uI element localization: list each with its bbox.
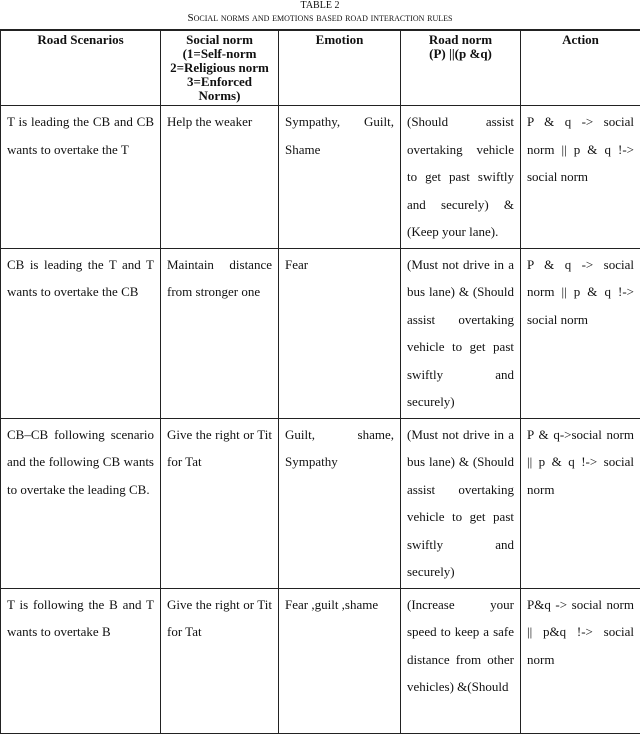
table-row [1, 106, 640, 249]
cell-social-norm: Maintain distance from stronger one [161, 248, 279, 418]
cell-scenario: T is following the B and T wants to overtake B [1, 588, 161, 733]
header-emotion: Emotion [279, 30, 401, 106]
header-line: (P) ||(p &q) [407, 47, 514, 61]
table-label: TABLE 2 [0, 0, 640, 12]
cell-emotion: Guilt, shame, Sympathy [279, 418, 401, 588]
cell-road-norm: (Should assist overtaking vehicle to get past swiftly and securely) & (Keep your lane). [401, 106, 521, 249]
cell-scenario: T is leading the CB and CB wants to overtake the T [1, 106, 161, 249]
cell-scenario: CB is leading the T and T wants to overtake the CB [1, 248, 161, 418]
table-title: Social norms and emotions based road interaction rules [0, 12, 640, 24]
header-line: Social norm [167, 33, 272, 47]
cell-scenario: CB–CB following scenario and the following CB wants to overtake the leading CB. [1, 418, 161, 588]
cell-action: P & q->social norm || p & q !-> social norm [521, 418, 640, 588]
header-action: Action [521, 30, 640, 106]
header-road-norm [401, 30, 521, 106]
cell-action: P&q -> social norm || p&q !-> social norm [521, 588, 640, 733]
cell-emotion: Fear ,guilt ,shame [279, 588, 401, 733]
header-line: (1=Self-norm [167, 47, 272, 61]
cell-action: P & q -> social norm || p & q !-> social norm [521, 106, 640, 249]
cell-social-norm: Help the weaker [161, 106, 279, 249]
header-line: 2=Religious norm [167, 61, 272, 75]
cell-road-norm: (Must not drive in a bus lane) & (Should assist overtaking vehicle to get past swiftly and securely) [401, 418, 521, 588]
cell-road-norm: (Increase your speed to keep a safe distance from other vehicles) &(Should [401, 588, 521, 733]
cell-emotion: Sympathy, Guilt, Shame [279, 106, 401, 249]
header-road-scenarios: Road Scenarios [1, 30, 161, 106]
cell-road-norm: (Must not drive in a bus lane) & (Should assist overtaking vehicle to get past swiftly and securely) [401, 248, 521, 418]
header-social-norm [161, 30, 279, 106]
cell-emotion: Fear [279, 248, 401, 418]
cell-action: P & q -> social norm || p & q !-> social norm [521, 248, 640, 418]
table-row [1, 418, 640, 588]
table-row [1, 588, 640, 733]
header-line: 3=Enforced Norms) [167, 75, 272, 103]
header-row [1, 30, 640, 106]
road-rules-table [0, 29, 640, 734]
header-line: Road norm [407, 33, 514, 47]
cell-social-norm: Give the right or Tit for Tat [161, 418, 279, 588]
table-row [1, 248, 640, 418]
cell-social-norm: Give the right or Tit for Tat [161, 588, 279, 733]
